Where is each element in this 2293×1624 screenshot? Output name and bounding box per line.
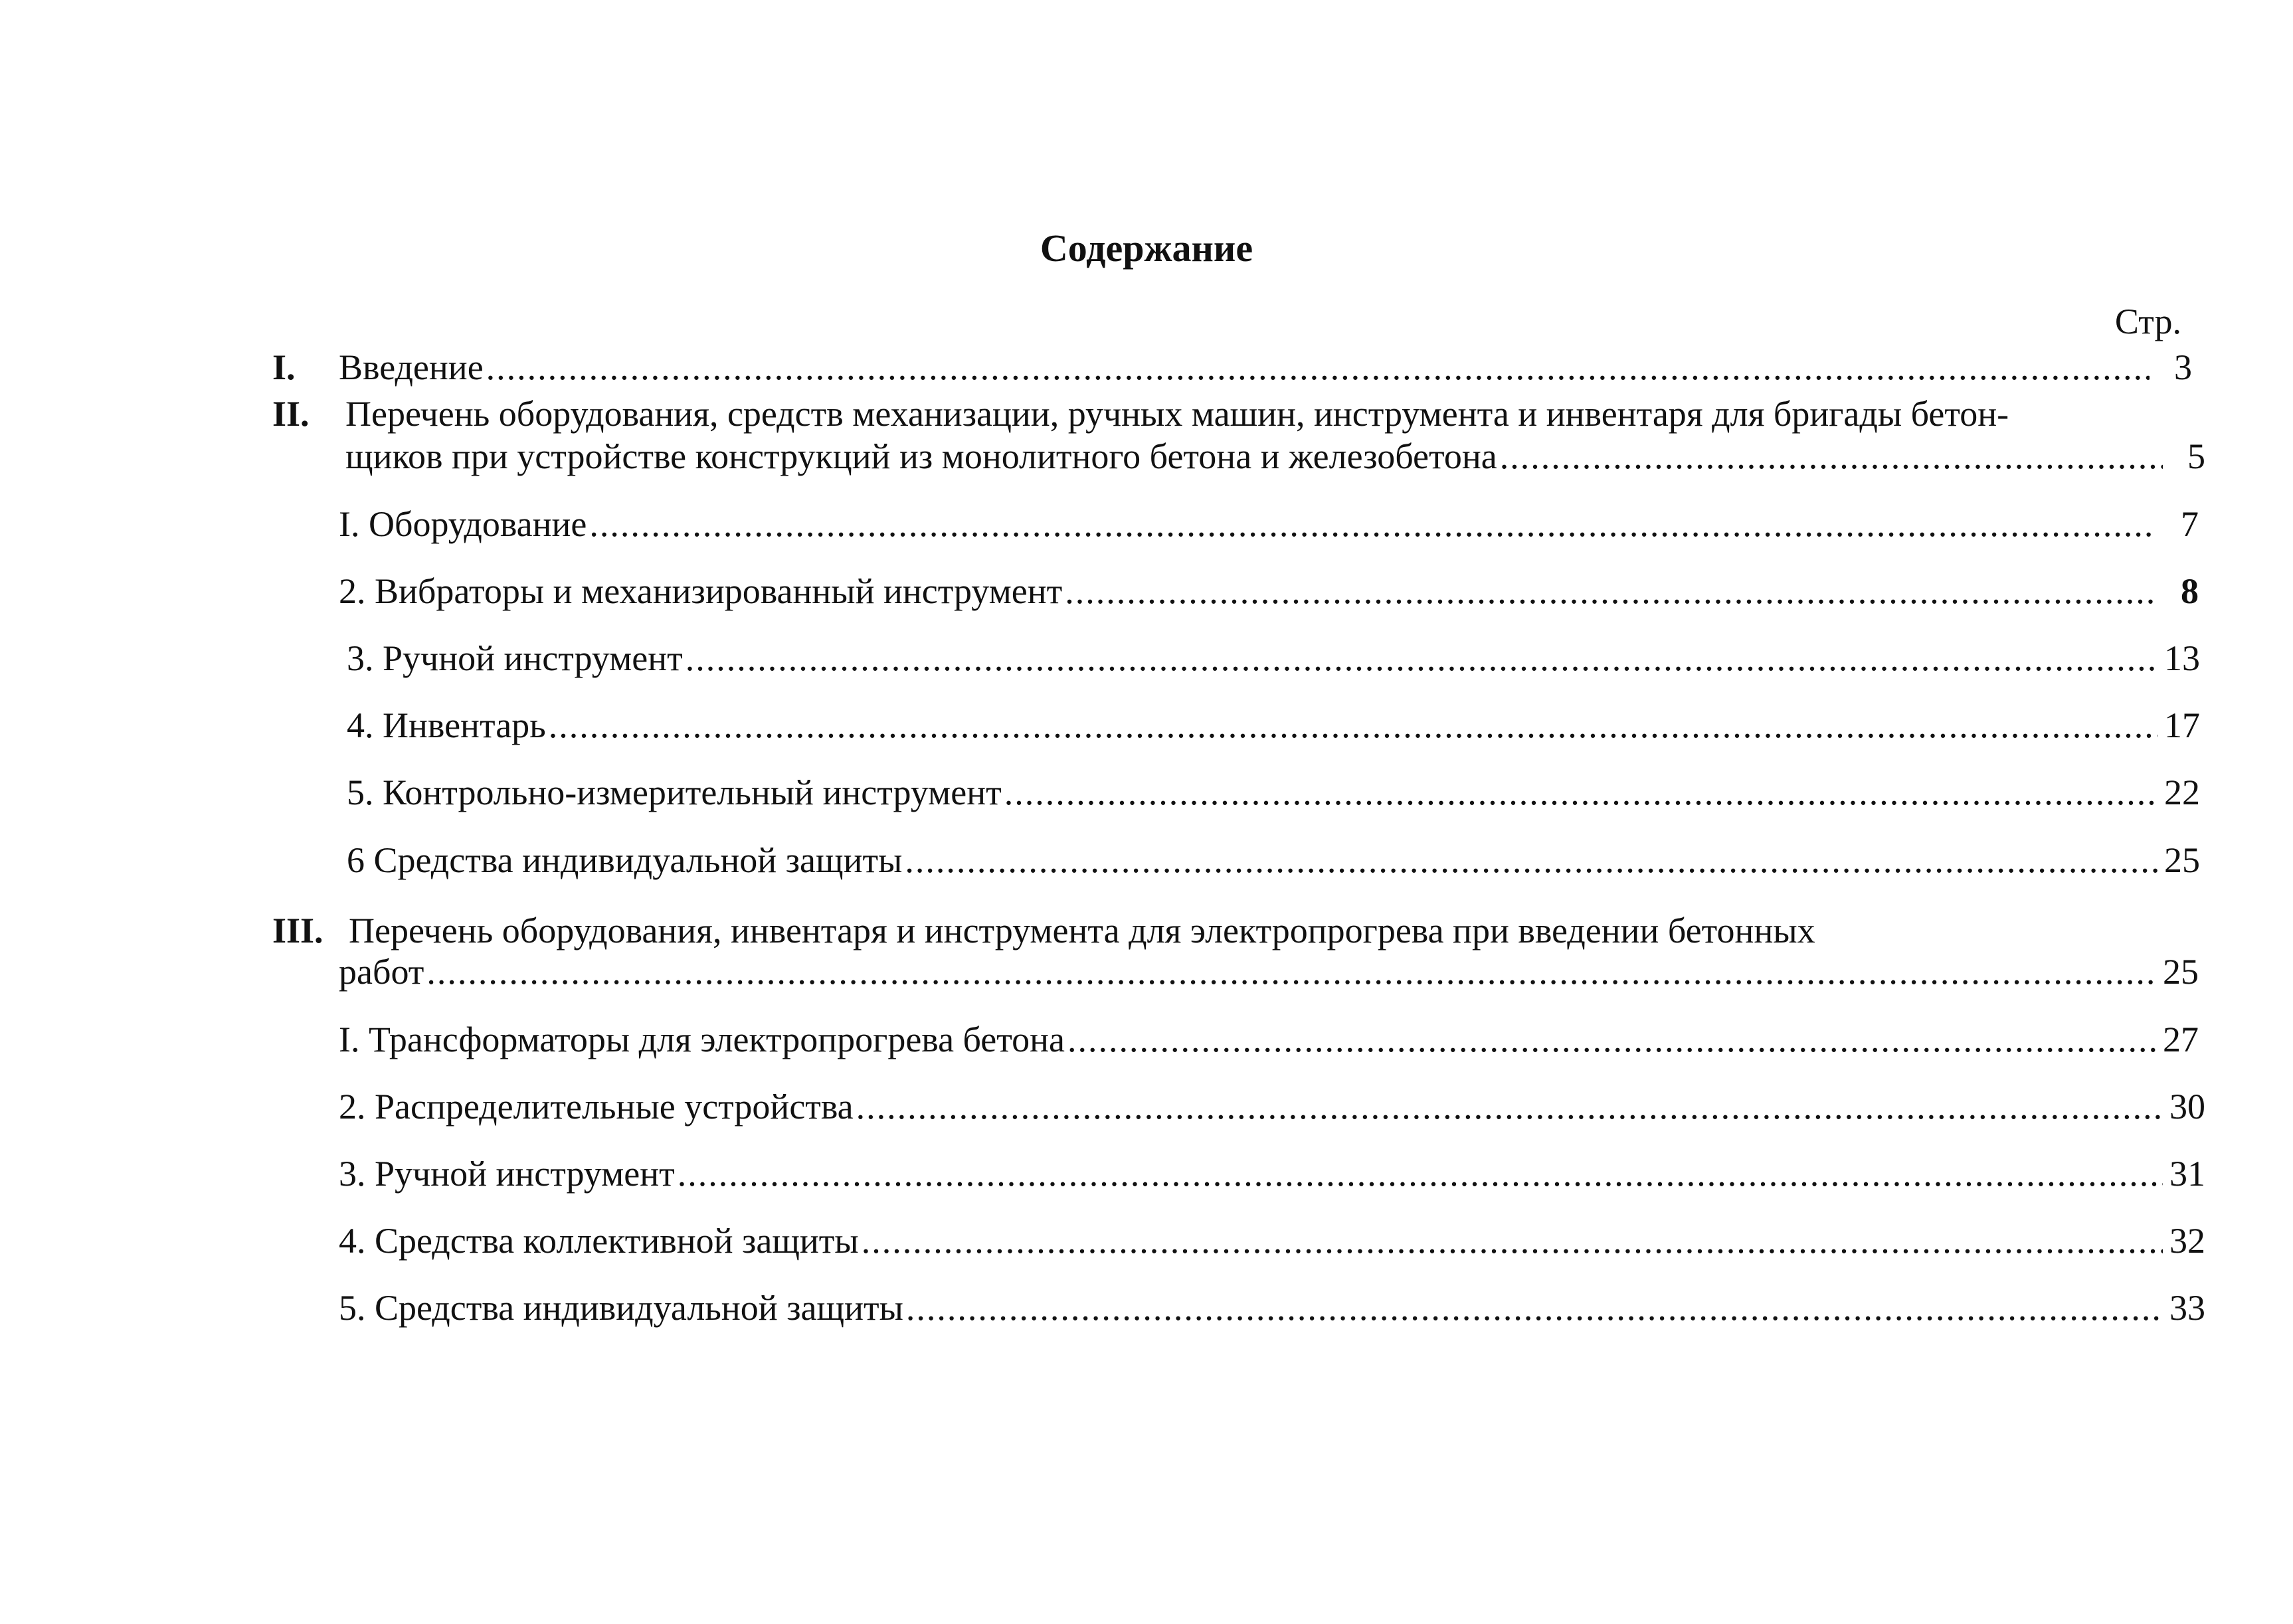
dot-leader [686,636,2157,680]
toc-page-number: 7 [2181,504,2199,544]
toc-entry-vibrators[interactable] [339,569,2199,613]
toc-entry-collective-protection[interactable] [339,1219,2205,1263]
dot-leader [486,345,2150,389]
toc-entry-text: 5. Средства индивидуальной защиты [339,1288,903,1328]
dot-leader [905,838,2157,882]
dot-leader [1004,770,2157,814]
toc-entry-introduction[interactable] [339,345,2192,389]
toc-page-number: 25 [2164,840,2200,880]
toc-entry-hand-tools-2[interactable] [339,1152,2205,1196]
toc-entry-text: 4. Инвентарь [347,705,546,745]
dot-leader [426,950,2156,994]
toc-entry-text: I. Оборудование [339,504,587,544]
section-numeral-1: I. [272,347,296,387]
section-3-heading-line2: работ [339,952,424,992]
dot-leader [678,1152,2163,1196]
dot-leader [589,502,2156,546]
toc-page-number: 22 [2164,772,2200,812]
toc-entry-distribution-devices[interactable] [339,1085,2205,1128]
toc-entry-equipment[interactable] [339,502,2199,546]
toc-entry-section-2[interactable] [345,434,2205,478]
toc-entry-transformers[interactable] [339,1018,2199,1061]
toc-page-number: 5 [2187,436,2205,476]
section-2-heading-line2: щиков при устройстве конструкций из монолитного бетона и железобетона [345,436,1497,476]
dot-leader [862,1219,2163,1263]
toc-page-number: 30 [2169,1087,2205,1127]
toc-entry-inventory[interactable] [347,703,2200,747]
toc-page-number: 8 [2181,571,2199,611]
dot-leader [1065,569,2156,613]
section-2-heading-line1: Перечень оборудования, средств механизации, ручных машин, инструмента и инвентаря для бригады бетон- [345,394,2009,434]
page-column-label: Стр. [2114,302,2181,341]
toc-entry-text: 2. Распределительные устройства [339,1087,854,1127]
dot-leader [906,1286,2163,1330]
toc-entry-text: 2. Вибраторы и механизированный инструмент [339,571,1063,611]
section-numeral-3: III. [272,911,323,950]
toc-page-number: 3 [2174,347,2192,387]
toc-page-number: 25 [2163,952,2199,992]
toc-entry-text: 3. Ручной инструмент [347,638,683,678]
dot-leader [549,703,2157,747]
dot-leader [1500,434,2163,478]
toc-page-number: 27 [2163,1020,2199,1059]
toc-entry-section-3[interactable] [339,950,2199,994]
toc-entry-personal-protection-2[interactable] [339,1286,2205,1330]
toc-page-number: 33 [2169,1288,2205,1328]
dot-leader [1067,1018,2156,1061]
toc-page-number: 32 [2169,1221,2205,1261]
toc-entry-text: I. Трансформаторы для электропрогрева бетона [339,1020,1065,1059]
toc-entry-text: 4. Средства коллективной защиты [339,1221,859,1261]
toc-page-number: 13 [2164,638,2200,678]
toc-entry-text: 5. Контрольно-измерительный инструмент [347,772,1002,812]
toc-page-number: 31 [2169,1154,2205,1194]
document-title: Содержание [1040,226,1253,270]
section-3-heading-line1: Перечень оборудования, инвентаря и инструмента для электропрогрева при введении бетонных [349,911,1815,950]
section-numeral-2: II. [272,394,310,434]
toc-entry-text: Введение [339,347,484,387]
toc-entry-text: 6 Средства индивидуальной защиты [347,840,903,880]
toc-entry-measuring-tools[interactable] [347,770,2200,814]
toc-entry-personal-protection[interactable] [347,838,2200,882]
toc-page-number: 17 [2164,705,2200,745]
dot-leader [856,1085,2163,1128]
toc-entry-text: 3. Ручной инструмент [339,1154,675,1194]
toc-entry-hand-tools[interactable] [347,636,2200,680]
